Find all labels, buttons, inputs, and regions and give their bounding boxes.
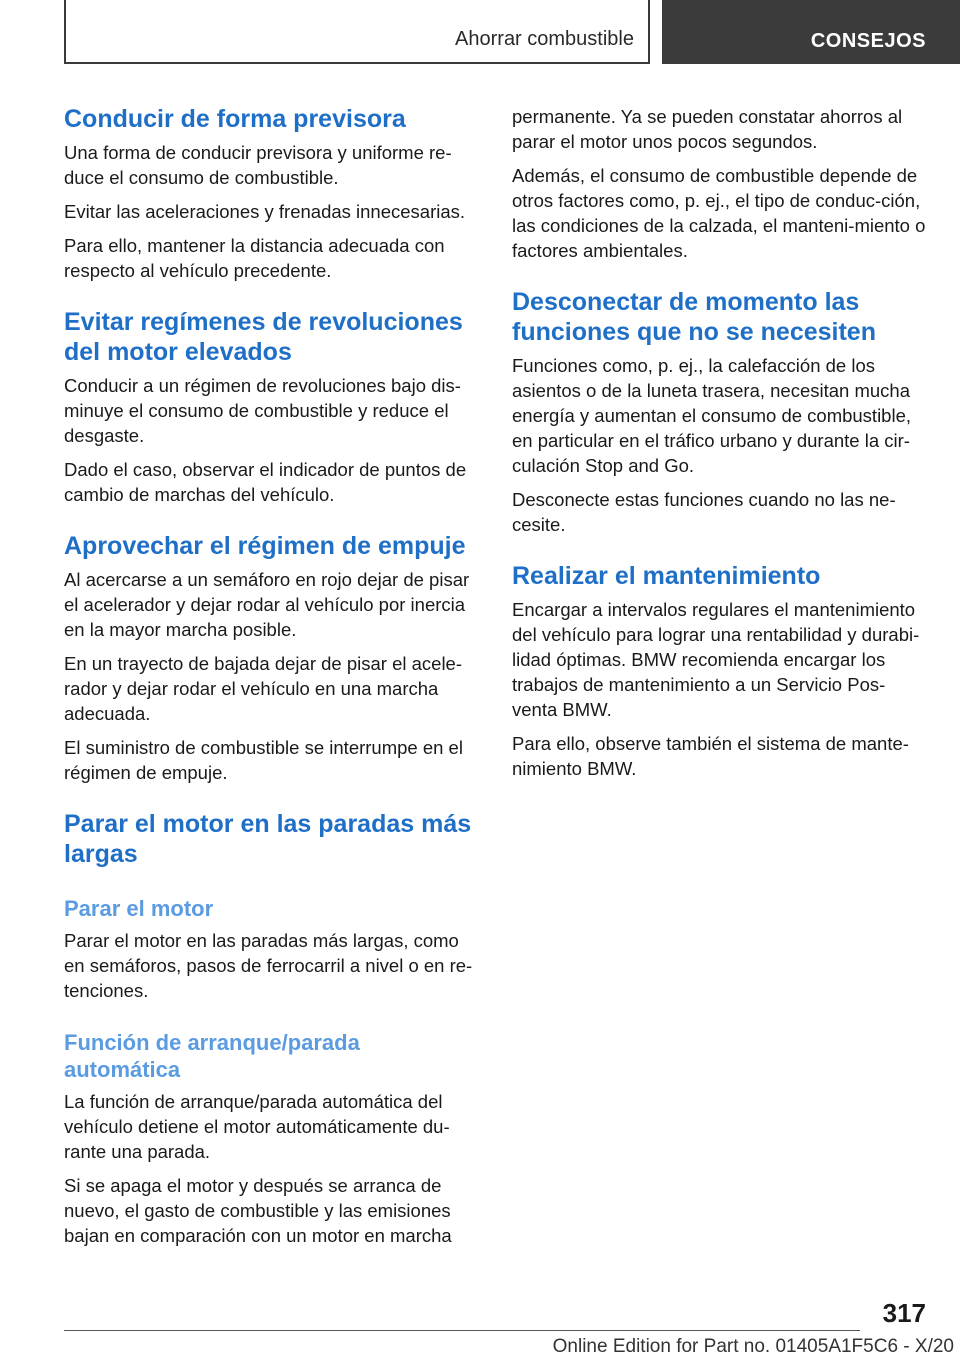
heading-conducir-previsora: Conducir de forma previsora [64,105,406,133]
header-section-box [64,0,650,64]
paragraph: permanente. Ya se pueden constatar ahorros al parar el motor unos pocos segundos. [512,106,903,152]
paragraph: Conducir a un régimen de revoluciones bajo dis‐minuye el consumo de combustible y reduce el desgaste. [64,375,461,446]
paragraph: Encargar a intervalos regulares el mantenimiento del vehículo para lograr una rentabilidad y durabi‐lidad óptimas. BMW recomienda encargar los trabajos de mantenimiento a un Servicio Pos‐venta BMW. [512,599,920,720]
header-chapter-tab [662,0,960,64]
paragraph: Parar el motor en las paradas más largas, como en semáforos, pasos de ferrocarril a nivel o en re‐tenciones. [64,930,473,1001]
paragraph: Funciones como, p. ej., la calefacción de los asientos o de la luneta trasera, necesitan mucha energía y aumentan el consumo de combustible, en particular en el tráfico urbano y durante la cir‐culación Stop and Go. [512,355,912,476]
paragraph: Además, el consumo de combustible depende de otros factores como, p. ej., el tipo de conduc‐ción, las condiciones de la calzada, el manteni‐miento o factores ambientales. [512,165,926,261]
header-section-title: Ahorrar combustible [455,28,634,50]
heading-desconectar-funciones: Desconectar de momento las funciones que no se necesiten [512,288,876,346]
paragraph: Desconecte estas funciones cuando no las ne‐cesite. [512,489,896,535]
subheading-parar-motor: Parar el motor [64,896,214,921]
right-column [512,100,928,790]
paragraph: El suministro de combustible se interrumpe en el régimen de empuje. [64,737,463,783]
paragraph: Una forma de conducir previsora y uniforme re‐duce el consumo de combustible. [64,142,452,188]
heading-evitar-regimenes: Evitar regímenes de revoluciones del motor elevados [64,308,463,366]
page-number: 317 [882,1298,926,1328]
heading-parar-motor-paradas: Parar el motor en las paradas más largas [64,810,472,868]
paragraph: Al acercarse a un semáforo en rojo dejar de pisar el acelerador y dejar rodar al vehículo por inercia en la mayor marcha posible. [64,569,470,640]
paragraph: En un trayecto de bajada dejar de pisar el acele‐rador y dejar rodar el vehículo en una marcha adecuada. [64,653,463,724]
subheading-arranque-parada: Función de arranque/parada automática [64,1030,360,1082]
paragraph: Dado el caso, observar el indicador de puntos de cambio de marchas del vehículo. [64,459,467,505]
header-chapter-label: CONSEJOS [810,30,926,52]
footer-edition-text: Online Edition for Part no. 01405A1F5C6 - X/20 [552,1336,954,1357]
paragraph: Para ello, observe también el sistema de mante‐nimiento BMW. [512,733,909,779]
left-column [64,100,480,1257]
paragraph: La función de arranque/parada automática del vehículo detiene el motor automáticamente du‐rante una parada. [64,1091,450,1162]
paragraph: Para ello, mantener la distancia adecuada con respecto al vehículo precedente. [64,235,445,281]
footer-divider [64,1330,860,1331]
heading-regimen-empuje: Aprovechar el régimen de empuje [64,532,466,560]
paragraph: Evitar las aceleraciones y frenadas innecesarias. [64,201,466,222]
paragraph: Si se apaga el motor y después se arranca de nuevo, el gasto de combustible y las emisiones bajan en comparación con un motor en marcha [64,1175,452,1246]
heading-realizar-mantenimiento: Realizar el mantenimiento [512,562,821,590]
